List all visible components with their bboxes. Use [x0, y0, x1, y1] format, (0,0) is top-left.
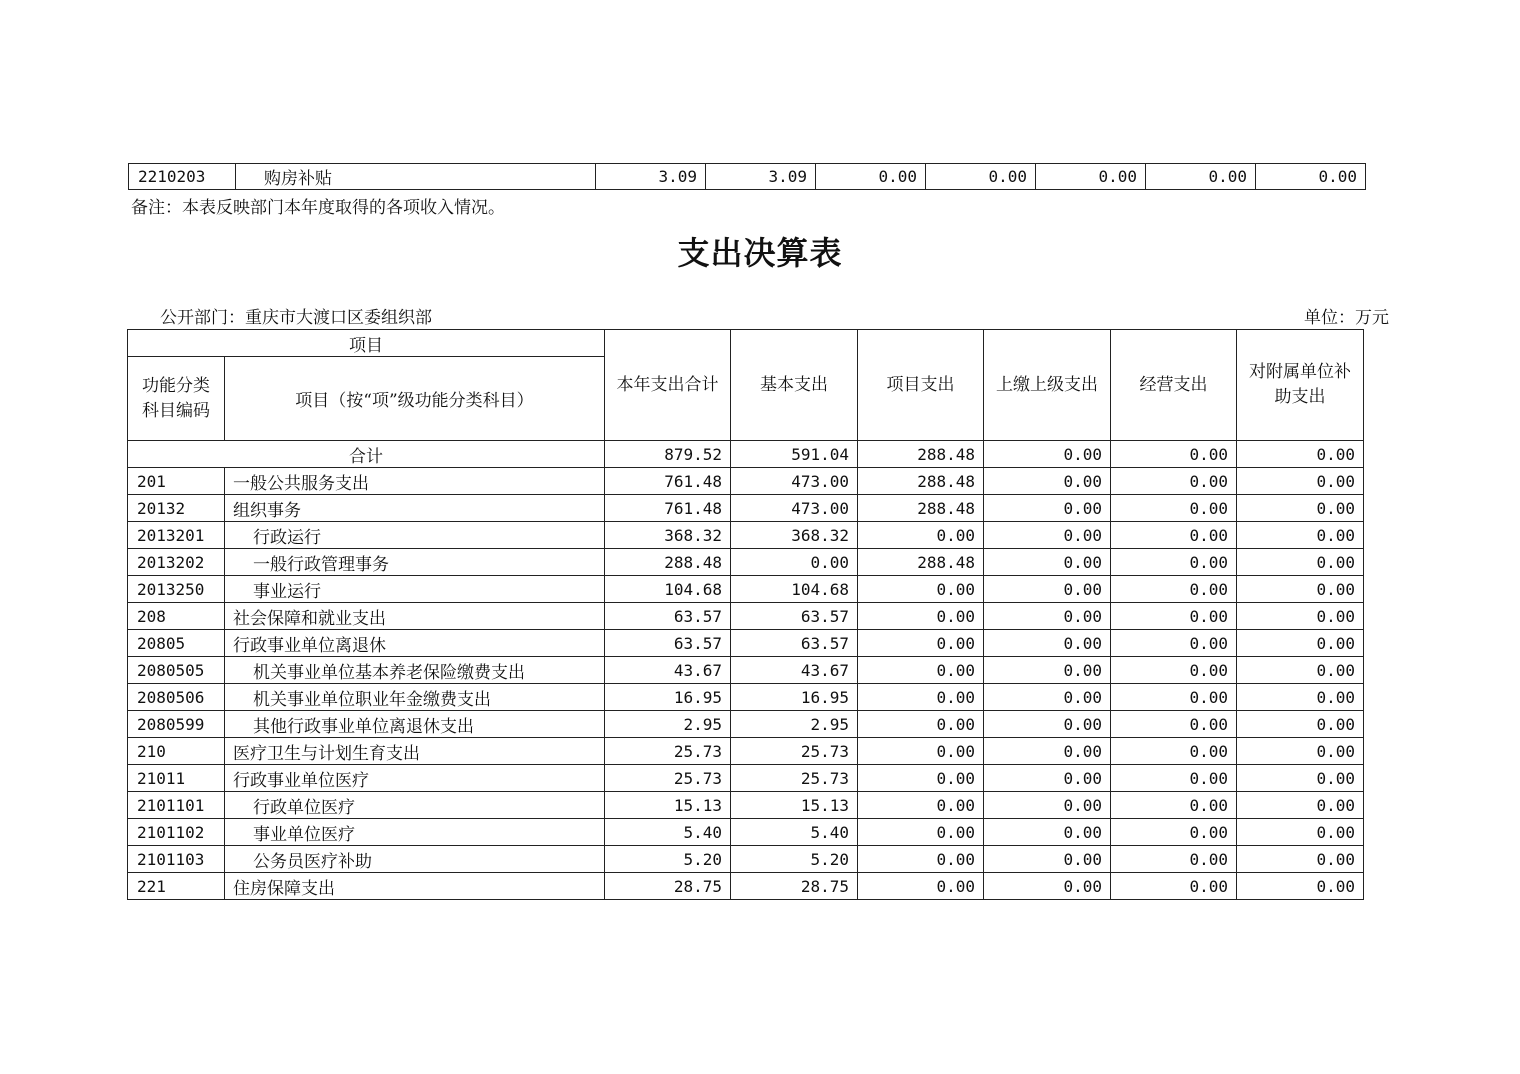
value-cell: 16.95 [731, 684, 858, 711]
function-code: 208 [128, 603, 225, 630]
value-cell: 0.00 [1111, 684, 1237, 711]
item-name: 机关事业单位职业年金缴费支出 [225, 684, 605, 711]
function-code: 2013201 [128, 522, 225, 549]
value-cell: 0.00 [816, 164, 926, 190]
value-cell: 0.00 [858, 684, 984, 711]
value-cell: 0.00 [984, 792, 1111, 819]
value-cell: 0.00 [858, 873, 984, 900]
header-basic: 基本支出 [731, 330, 858, 441]
function-code: 221 [128, 873, 225, 900]
function-code: 2101101 [128, 792, 225, 819]
total-row [128, 441, 1364, 468]
header-project: 项目 [128, 330, 605, 357]
value-cell: 0.00 [858, 765, 984, 792]
value-cell: 0.00 [984, 765, 1111, 792]
value-cell: 761.48 [605, 468, 731, 495]
header-subsidy: 对附属单位补助支出 [1237, 330, 1364, 441]
value-cell: 0.00 [1111, 549, 1237, 576]
value-cell: 0.00 [1237, 549, 1364, 576]
value-cell: 288.48 [858, 468, 984, 495]
item-name: 一般公共服务支出 [225, 468, 605, 495]
table-row [129, 164, 1366, 190]
value-cell: 0.00 [858, 576, 984, 603]
value-cell: 0.00 [1111, 873, 1237, 900]
header-total: 本年支出合计 [605, 330, 731, 441]
function-code: 20805 [128, 630, 225, 657]
value-cell: 104.68 [605, 576, 731, 603]
value-cell: 2.95 [605, 711, 731, 738]
department-label: 公开部门：重庆市大渡口区委组织部 [160, 308, 432, 328]
value-cell: 0.00 [858, 792, 984, 819]
item-name: 公务员医疗补助 [225, 846, 605, 873]
value-cell: 879.52 [605, 441, 731, 468]
item-name: 机关事业单位基本养老保险缴费支出 [225, 657, 605, 684]
value-cell: 0.00 [984, 468, 1111, 495]
value-cell: 0.00 [1111, 468, 1237, 495]
value-cell: 0.00 [1111, 630, 1237, 657]
value-cell: 0.00 [1237, 792, 1364, 819]
value-cell: 15.13 [731, 792, 858, 819]
table-row [128, 873, 1364, 900]
header-row [128, 330, 1364, 357]
value-cell: 0.00 [984, 630, 1111, 657]
function-code: 2101102 [128, 819, 225, 846]
value-cell: 28.75 [731, 873, 858, 900]
value-cell: 0.00 [984, 603, 1111, 630]
value-cell: 0.00 [1237, 576, 1364, 603]
item-name: 医疗卫生与计划生育支出 [225, 738, 605, 765]
value-cell: 0.00 [984, 711, 1111, 738]
value-cell: 0.00 [731, 549, 858, 576]
table-row [128, 819, 1364, 846]
header-upper: 上缴上级支出 [984, 330, 1111, 441]
item-name: 行政事业单位医疗 [225, 765, 605, 792]
value-cell: 25.73 [731, 738, 858, 765]
value-cell: 5.40 [731, 819, 858, 846]
value-cell: 0.00 [1036, 164, 1146, 190]
item-name: 社会保障和就业支出 [225, 603, 605, 630]
table-row [128, 630, 1364, 657]
item-name: 住房保障支出 [225, 873, 605, 900]
value-cell: 0.00 [1111, 738, 1237, 765]
previous-table-fragment [128, 163, 1366, 190]
table-row [128, 522, 1364, 549]
item-name: 购房补贴 [236, 164, 596, 190]
value-cell: 63.57 [605, 603, 731, 630]
value-cell: 0.00 [858, 738, 984, 765]
item-name: 其他行政事业单位离退休支出 [225, 711, 605, 738]
value-cell: 16.95 [605, 684, 731, 711]
value-cell: 0.00 [858, 819, 984, 846]
table-row [128, 846, 1364, 873]
value-cell: 15.13 [605, 792, 731, 819]
value-cell: 25.73 [605, 765, 731, 792]
function-code: 2080599 [128, 711, 225, 738]
value-cell: 104.68 [731, 576, 858, 603]
item-name: 一般行政管理事务 [225, 549, 605, 576]
value-cell: 0.00 [984, 495, 1111, 522]
value-cell: 0.00 [858, 522, 984, 549]
header-business: 经营支出 [1111, 330, 1237, 441]
value-cell: 0.00 [858, 657, 984, 684]
value-cell: 0.00 [984, 522, 1111, 549]
table-row [128, 657, 1364, 684]
function-code: 2210203 [129, 164, 236, 190]
table-body [128, 468, 1364, 900]
value-cell: 0.00 [1111, 441, 1237, 468]
value-cell: 3.09 [596, 164, 706, 190]
table-row [128, 468, 1364, 495]
item-name: 行政事业单位离退休 [225, 630, 605, 657]
header-code: 功能分类科目编码 [128, 357, 225, 441]
item-name: 行政单位医疗 [225, 792, 605, 819]
value-cell: 0.00 [984, 819, 1111, 846]
value-cell: 0.00 [984, 441, 1111, 468]
table-row [128, 792, 1364, 819]
value-cell: 0.00 [1237, 468, 1364, 495]
value-cell: 0.00 [1237, 711, 1364, 738]
value-cell: 0.00 [1111, 711, 1237, 738]
table-row [128, 549, 1364, 576]
table-row [128, 765, 1364, 792]
value-cell: 0.00 [926, 164, 1036, 190]
value-cell: 43.67 [731, 657, 858, 684]
value-cell: 25.73 [731, 765, 858, 792]
value-cell: 0.00 [1111, 657, 1237, 684]
value-cell: 0.00 [984, 576, 1111, 603]
value-cell: 288.48 [858, 495, 984, 522]
table-row [128, 603, 1364, 630]
value-cell: 0.00 [1237, 765, 1364, 792]
value-cell: 3.09 [706, 164, 816, 190]
value-cell: 63.57 [731, 603, 858, 630]
table-note: 备注：本表反映部门本年度取得的各项收入情况。 [131, 198, 505, 218]
value-cell: 0.00 [984, 549, 1111, 576]
expenditure-table [127, 329, 1364, 900]
item-name: 行政运行 [225, 522, 605, 549]
value-cell: 0.00 [984, 873, 1111, 900]
table-row [128, 711, 1364, 738]
value-cell: 0.00 [1111, 603, 1237, 630]
value-cell: 0.00 [1256, 164, 1366, 190]
value-cell: 0.00 [1111, 522, 1237, 549]
value-cell: 0.00 [1111, 495, 1237, 522]
value-cell: 288.48 [605, 549, 731, 576]
value-cell: 0.00 [1111, 792, 1237, 819]
value-cell: 0.00 [1237, 846, 1364, 873]
value-cell: 5.40 [605, 819, 731, 846]
value-cell: 288.48 [858, 549, 984, 576]
total-label: 合计 [128, 441, 605, 468]
value-cell: 5.20 [731, 846, 858, 873]
item-name: 事业运行 [225, 576, 605, 603]
header-name: 项目（按“项”级功能分类科目） [225, 357, 605, 441]
value-cell: 0.00 [1237, 522, 1364, 549]
value-cell: 0.00 [1111, 576, 1237, 603]
value-cell: 0.00 [1237, 657, 1364, 684]
value-cell: 0.00 [984, 738, 1111, 765]
unit-label: 单位：万元 [1304, 308, 1389, 328]
value-cell: 0.00 [1146, 164, 1256, 190]
value-cell: 0.00 [858, 603, 984, 630]
item-name: 事业单位医疗 [225, 819, 605, 846]
value-cell: 0.00 [1237, 738, 1364, 765]
value-cell: 2.95 [731, 711, 858, 738]
function-code: 2013250 [128, 576, 225, 603]
value-cell: 0.00 [1237, 495, 1364, 522]
table-row [128, 576, 1364, 603]
value-cell: 0.00 [1111, 846, 1237, 873]
table-row [128, 684, 1364, 711]
value-cell: 0.00 [1237, 630, 1364, 657]
function-code: 201 [128, 468, 225, 495]
value-cell: 0.00 [858, 711, 984, 738]
table-row [128, 495, 1364, 522]
value-cell: 0.00 [984, 846, 1111, 873]
value-cell: 591.04 [731, 441, 858, 468]
value-cell: 25.73 [605, 738, 731, 765]
page-title: 支出决算表 [677, 234, 843, 272]
value-cell: 0.00 [1237, 873, 1364, 900]
function-code: 2080506 [128, 684, 225, 711]
value-cell: 0.00 [858, 846, 984, 873]
value-cell: 0.00 [984, 657, 1111, 684]
function-code: 2080505 [128, 657, 225, 684]
value-cell: 0.00 [1237, 603, 1364, 630]
value-cell: 761.48 [605, 495, 731, 522]
function-code: 21011 [128, 765, 225, 792]
value-cell: 368.32 [605, 522, 731, 549]
value-cell: 43.67 [605, 657, 731, 684]
table-row [128, 738, 1364, 765]
value-cell: 28.75 [605, 873, 731, 900]
function-code: 20132 [128, 495, 225, 522]
value-cell: 63.57 [731, 630, 858, 657]
function-code: 210 [128, 738, 225, 765]
value-cell: 0.00 [1111, 765, 1237, 792]
function-code: 2013202 [128, 549, 225, 576]
value-cell: 63.57 [605, 630, 731, 657]
value-cell: 0.00 [1237, 819, 1364, 846]
header-project-expense: 项目支出 [858, 330, 984, 441]
value-cell: 288.48 [858, 441, 984, 468]
value-cell: 368.32 [731, 522, 858, 549]
value-cell: 473.00 [731, 495, 858, 522]
value-cell: 473.00 [731, 468, 858, 495]
item-name: 组织事务 [225, 495, 605, 522]
value-cell: 0.00 [1111, 819, 1237, 846]
value-cell: 5.20 [605, 846, 731, 873]
value-cell: 0.00 [1237, 684, 1364, 711]
value-cell: 0.00 [1237, 441, 1364, 468]
value-cell: 0.00 [858, 630, 984, 657]
value-cell: 0.00 [984, 684, 1111, 711]
function-code: 2101103 [128, 846, 225, 873]
